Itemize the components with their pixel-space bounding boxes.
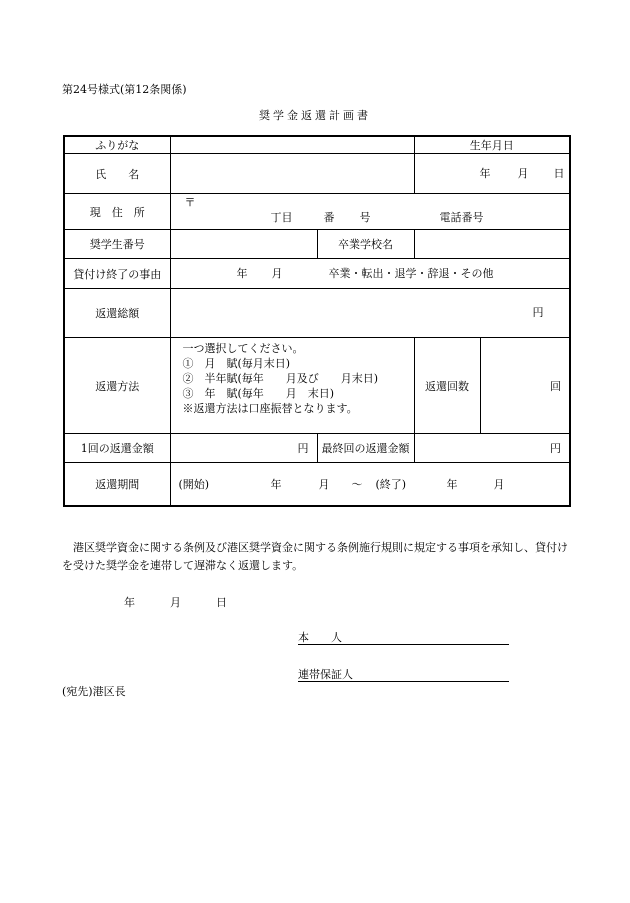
birth-day-unit: 日 xyxy=(553,167,565,180)
birthdate-field[interactable] xyxy=(414,154,570,194)
per-payment-yen-unit: 円 xyxy=(297,442,309,455)
total-repayment-row xyxy=(64,289,570,338)
per-payment-label: 1回の返還金額 xyxy=(64,434,170,463)
form-number: 第24号様式(第12条関係) xyxy=(62,83,187,96)
signature-year-unit: 年 xyxy=(124,596,135,609)
repayment-count-label: 返還回数 xyxy=(414,338,480,434)
repayment-method-label: 返還方法 xyxy=(64,338,170,434)
total-repayment-label: 返還総額 xyxy=(64,289,170,338)
period-end-month-unit: 月 xyxy=(493,478,505,491)
name-row xyxy=(64,154,570,194)
birth-year-unit: 年 xyxy=(479,167,491,180)
repayment-period-row xyxy=(64,463,570,506)
signature-day-unit: 日 xyxy=(216,596,227,609)
student-number-row xyxy=(64,230,570,259)
loan-end-options: 卒業・転出・退学・辞退・その他 xyxy=(328,267,494,280)
per-payment-field[interactable] xyxy=(170,434,317,463)
method-option-monthly[interactable]: ① 月 賦(毎月末日) xyxy=(182,357,291,370)
loan-end-year-unit: 年 xyxy=(236,267,248,280)
principal-signature-line[interactable] xyxy=(298,644,509,645)
final-payment-yen-unit: 円 xyxy=(550,442,561,455)
address-label: 現 住 所 xyxy=(64,194,170,230)
birth-month-unit: 月 xyxy=(517,167,529,180)
addressee: (宛先)港区長 xyxy=(62,685,126,698)
repayment-method-options[interactable] xyxy=(170,338,414,434)
form-title: 奨学金返還計画書 xyxy=(259,109,371,122)
furigana-label: ふりがな xyxy=(64,136,170,154)
loan-end-reason-field[interactable] xyxy=(170,259,570,289)
address-field[interactable] xyxy=(170,194,570,230)
payment-amount-row xyxy=(64,434,570,463)
repayment-plan-table xyxy=(63,135,571,507)
consent-statement: 港区奨学資金に関する条例及び港区奨学資金に関する条例施行規則に規定する事項を承知し、貸付けを受けた奨学金を連帯して遅滞なく返還します。 xyxy=(62,541,568,572)
final-payment-label: 最終回の返還金額 xyxy=(317,434,414,463)
student-number-field[interactable] xyxy=(170,230,317,259)
method-instruction: 一つ選択してください。 xyxy=(182,342,304,355)
birthdate-label: 生年月日 xyxy=(414,136,570,154)
postal-mark: 〒 xyxy=(184,196,196,209)
total-repayment-field[interactable] xyxy=(170,289,570,338)
method-note: ※返還方法は口座振替となります。 xyxy=(182,402,358,415)
address-row xyxy=(64,194,570,230)
guarantor-label: 連帯保証人 xyxy=(298,668,353,681)
name-field[interactable] xyxy=(170,154,414,194)
address-ban: 番 xyxy=(323,211,335,224)
loan-end-reason-label: 貸付け終了の事由 xyxy=(64,259,170,289)
repayment-period-field[interactable] xyxy=(170,463,570,506)
method-option-semiannual[interactable]: ② 半年賦(毎年 月及び 月末日) xyxy=(182,372,379,385)
period-start-month-unit: 月 xyxy=(318,478,330,491)
phone-label: 電話番号 xyxy=(439,211,484,224)
period-end-year-unit: 年 xyxy=(446,478,458,491)
address-chome: 丁目 xyxy=(270,211,293,224)
graduated-school-field[interactable] xyxy=(414,230,570,259)
loan-end-month-unit: 月 xyxy=(271,267,283,280)
repayment-count-field[interactable] xyxy=(480,338,570,434)
repayment-method-row xyxy=(64,338,570,434)
period-start-year-unit: 年 xyxy=(270,478,282,491)
total-yen-unit: 円 xyxy=(532,306,544,319)
count-unit: 回 xyxy=(550,379,561,393)
guarantor-signature-line[interactable] xyxy=(298,681,509,682)
period-start-label: (開始) xyxy=(178,478,210,491)
period-tilde: ～ xyxy=(351,478,363,491)
furigana-field[interactable] xyxy=(170,136,414,154)
address-go: 号 xyxy=(359,211,371,224)
name-label: 氏 名 xyxy=(64,154,170,194)
student-number-label: 奨学生番号 xyxy=(64,230,170,259)
method-option-annual[interactable]: ③ 年 賦(毎年 月 末日) xyxy=(182,387,335,400)
furigana-row xyxy=(64,136,570,154)
principal-label: 本 人 xyxy=(298,631,342,644)
repayment-period-label: 返還期間 xyxy=(64,463,170,506)
period-end-label: (終了) xyxy=(375,478,407,491)
loan-end-reason-row xyxy=(64,259,570,289)
signature-month-unit: 月 xyxy=(170,596,181,609)
final-payment-field[interactable] xyxy=(414,434,570,463)
graduated-school-label: 卒業学校名 xyxy=(317,230,414,259)
